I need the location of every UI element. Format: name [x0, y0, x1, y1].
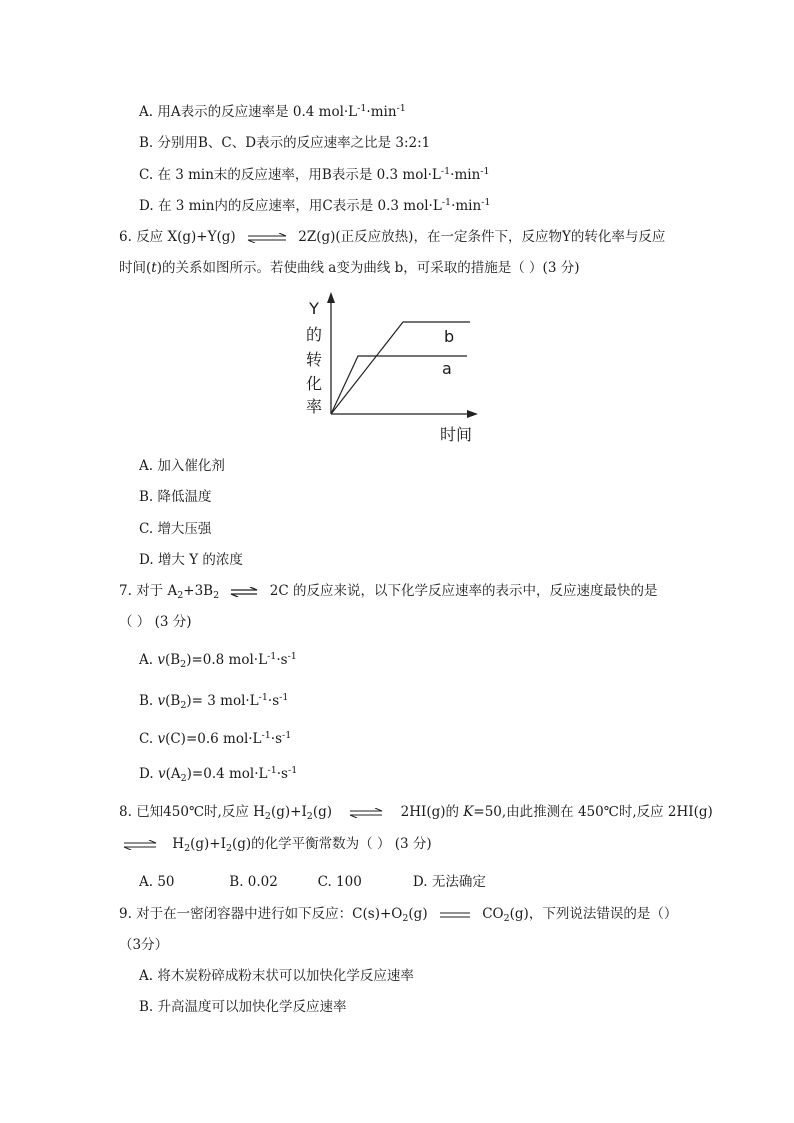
- y-axis-arrow-icon: [327, 292, 335, 303]
- equilibrium-arrow-icon: [122, 840, 158, 850]
- y-axis-label-5: 率: [305, 397, 323, 416]
- q6-option-a: A. 加入催化剂: [139, 458, 225, 474]
- q9-option-a: A. 将木炭粉碎成粉末状可以加快化学反应速率: [139, 968, 414, 984]
- q7-stem-line2: （ ） (3 分): [119, 614, 192, 630]
- q8-options: [139, 873, 486, 891]
- q6-option-d: D. 增大 Y 的浓度: [139, 552, 243, 568]
- q8-stem-line2: $H_2(g)+I_2(g)$的化学平衡常数为（ ） (3 分): [122, 835, 432, 853]
- y-axis-label-2: 的: [305, 325, 323, 344]
- q6-option-c: C. 增大压强: [139, 521, 212, 537]
- q8-option-a: A. 50: [139, 874, 175, 890]
- curve-b-label: b: [444, 327, 455, 346]
- q8-option-c: C. 100: [317, 874, 362, 890]
- q6-option-b: B. 降低温度: [139, 489, 212, 505]
- x-axis-label: 时间: [440, 425, 473, 444]
- y-axis-label-4: 化: [305, 374, 323, 393]
- q8-stem-line1: 8. 已知450℃时,反应 $H_2(g)+I_2(g)$ 2HI(g)的 K=50,由此推测在 450℃时,反应 2HI(g): [119, 804, 713, 822]
- x-axis-arrow-icon: [467, 410, 478, 418]
- curve-a-label: a: [442, 359, 452, 378]
- q9-stem-line2: （3分）: [119, 937, 169, 953]
- equilibrium-arrow-icon: [348, 808, 384, 818]
- q6-stem-line1: 6. 反应 X(g)+Y(g) 2Z(g)(正反应放热)，在一定条件下，反应物Y的转化率与反应: [119, 229, 666, 245]
- q5-option-c: C. 在 3 min末的反应速率，用B表示是 0.3 $mol\cdot L^{-1}\cdot\min^{-1}$: [139, 166, 490, 183]
- q8-option-d: D. 无法确定: [412, 874, 486, 890]
- q9-stem-line1: 9. 对于在一密闭容器中进行如下反应：$C(s)+O_2(g)$ $CO_2(g)$，下列说法错误的是（）: [119, 906, 678, 924]
- q5-option-b: B. 分别用B、C、D表示的反应速率之比是 3:2:1: [139, 135, 431, 151]
- conversion-time-graph: [300, 290, 490, 450]
- q7-option-b: B. $v(B_2)= 3$ $mol\cdot L^{-1}\cdot s^{-1}$: [139, 692, 289, 711]
- y-axis-label-3: 转: [305, 350, 323, 369]
- q7-option-d: D. $v(A_2)=0.4$ $mol\cdot L^{-1}\cdot s^{-1}$: [139, 765, 298, 784]
- q6-stem-line2: 时间(t)的关系如图所示。若使曲线 a变为曲线 b，可采取的措施是（ ）(3 分): [119, 260, 580, 276]
- equals-sign-icon: [438, 911, 472, 919]
- q7-stem-line1: 7. 对于 $A_2+3B_2$ 2C 的反应来说，以下化学反应速率的表示中，反应速度最快的是: [119, 583, 658, 601]
- q5-option-d: D. 在 3 min内的反应速率，用C表示是 0.3 $mol\cdot L^{-1}\cdot\min^{-1}$: [139, 197, 491, 214]
- y-axis-label-1: Y: [309, 299, 319, 318]
- q9-option-b: B. 升高温度可以加快化学反应速率: [139, 999, 347, 1015]
- equilibrium-arrow-icon: [229, 587, 259, 597]
- q8-option-b: B. 0.02: [229, 874, 278, 890]
- q7-option-a: A. $v(B_2)=0.8$ $mol\cdot L^{-1}\cdot s^{-1}$: [139, 651, 297, 670]
- equilibrium-arrow-icon: [246, 233, 288, 243]
- q5-option-a: A. 用A表示的反应速率是 0.4 $mol\cdot L^{-1}\cdot\min^{-1}$: [139, 103, 406, 120]
- q7-option-c: C. v(C)=0.6 $mol\cdot L^{-1}\cdot s^{-1}$: [139, 730, 292, 747]
